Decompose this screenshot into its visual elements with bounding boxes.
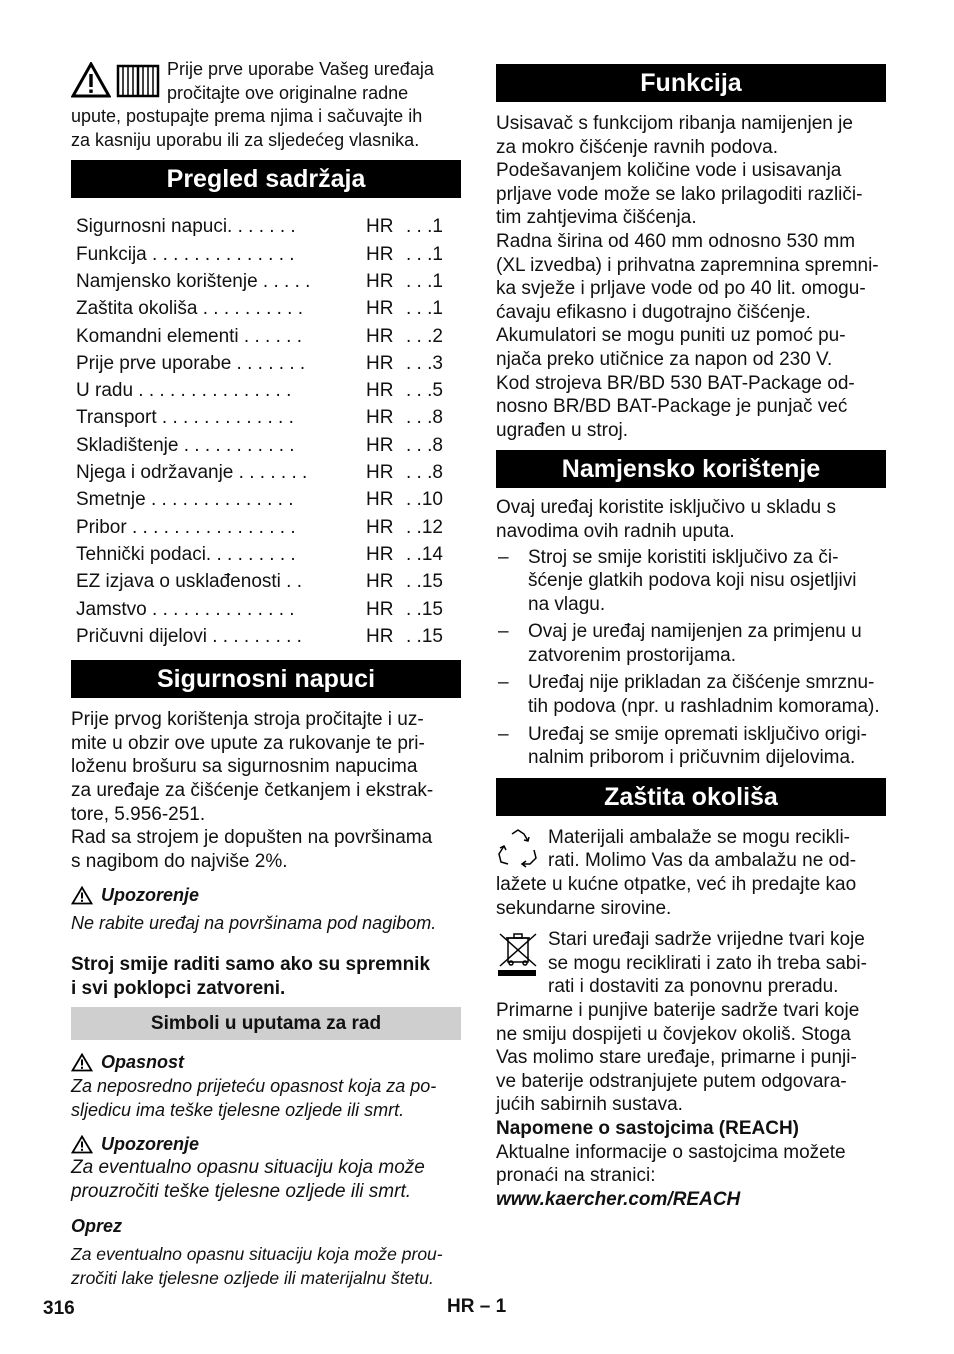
- intended-use-item-line: zatvorenim prostorijama.: [528, 644, 737, 666]
- toc-title: Funkcija . . . . . . . . . . . . . .: [76, 243, 295, 265]
- toc-lang: HR: [366, 380, 394, 402]
- intended-use-item-line: – Stroj se smije koristiti isključivo za či-: [528, 546, 839, 568]
- intro-line: za kasniju uporabu ili za sljedećeg vlasnika.: [71, 129, 420, 150]
- recycle-line: lažete u kućne otpatke, već ih predajte kao: [496, 874, 857, 896]
- intended-use-item: [496, 671, 886, 718]
- toc-row[interactable]: [71, 459, 461, 486]
- toc-title: Pričuvni dijelovi . . . . . . . . .: [76, 625, 302, 647]
- warning-triangle-icon: [71, 1135, 93, 1154]
- function-line: ugrađen u stroj.: [496, 419, 629, 441]
- function-line: njača preko utičnice za napon od 230 V.: [496, 348, 833, 370]
- toc-title: Komandni elementi . . . . . .: [76, 325, 302, 347]
- toc-row[interactable]: [71, 213, 461, 240]
- toc-row[interactable]: [71, 568, 461, 595]
- toc-page: . . .1: [406, 270, 443, 292]
- toc-page: . .10: [406, 489, 443, 511]
- toc-lang: HR: [366, 243, 394, 265]
- function-line: za mokro čišćenje ravnih podova.: [496, 136, 778, 158]
- intended-use-list: [496, 546, 886, 770]
- warning-text: Ne rabite uređaj na površinama pod nagibom.: [71, 913, 437, 934]
- toc-title: Skladištenje . . . . . . . . . . .: [76, 434, 295, 456]
- toc-row[interactable]: [71, 377, 461, 404]
- intended-use-item-line: tih podova (npr. u rashladnim komorama).: [528, 696, 880, 718]
- left-column: [71, 58, 461, 1290]
- right-column: [496, 64, 886, 1211]
- toc-title: Jamstvo . . . . . . . . . . . . . .: [76, 598, 295, 620]
- bold-line: Stroj smije raditi samo ako su spremnik: [71, 954, 431, 976]
- toc-row[interactable]: [71, 486, 461, 513]
- toc-row[interactable]: [71, 541, 461, 568]
- function-line: Akumulatori se mogu puniti uz pomoć pu-: [496, 325, 846, 347]
- toc-title: Transport . . . . . . . . . . . . .: [76, 407, 294, 429]
- weee-line: Vas molimo stare uređaje, primarne i punji-: [496, 1047, 857, 1069]
- weee-line: Stari uređaji sadrže vrijedne tvari koje: [548, 929, 865, 951]
- toc-heading: Pregled sadržaja: [71, 160, 461, 198]
- weee-line: ve baterije odstranjujete putem odgovara-: [496, 1070, 847, 1092]
- safety-warning-head: [71, 883, 461, 907]
- intended-line: navodima ovih radnih uputa.: [496, 520, 735, 542]
- intro-icons: [71, 62, 160, 98]
- function-line: (XL izvedba) i prihvatna zapremnina spremni-: [496, 254, 879, 276]
- bold-line: i svi poklopci zatvoreni.: [71, 977, 286, 999]
- caution-label: Oprez: [71, 1216, 123, 1237]
- function-heading: Funkcija: [496, 64, 886, 102]
- weee-line: jućih sabirnih sustava.: [496, 1094, 683, 1116]
- toc-row[interactable]: [71, 295, 461, 322]
- intro-line: upute, postupajte prema njima i sačuvajte ih: [71, 106, 423, 127]
- toc-row[interactable]: [71, 432, 461, 459]
- warning-triangle-icon: [71, 886, 93, 905]
- safety-body: [71, 708, 461, 873]
- intended-use-body: [496, 496, 886, 770]
- intended-use-heading: Namjensko korištenje: [496, 450, 886, 488]
- intro-line: pročitajte ove originalne radne: [167, 82, 409, 103]
- toc-row[interactable]: [71, 323, 461, 350]
- function-line: prljave vode može se lako prilagoditi različi-: [496, 183, 863, 205]
- danger-head: [71, 1050, 461, 1074]
- warning-head: [71, 1132, 461, 1156]
- caution-line: zročiti lake tjelesne ozljede ili materijalnu štetu.: [71, 1268, 434, 1289]
- safety-heading: Sigurnosni napuci: [71, 660, 461, 698]
- toc-page: . . .8: [406, 407, 443, 429]
- toc-title: Pribor . . . . . . . . . . . . . . . .: [76, 516, 296, 538]
- toc-lang: HR: [366, 216, 394, 238]
- function-line: Radna širina od 460 mm odnosno 530 mm: [496, 230, 856, 252]
- toc-list: [71, 213, 461, 650]
- toc-page: . . .1: [406, 216, 443, 238]
- safety-line: s nagibom do najviše 2%.: [71, 850, 288, 872]
- toc-row[interactable]: [71, 350, 461, 377]
- weee-line: se mogu reciklirati i zato ih treba sabi-: [548, 952, 867, 974]
- intended-use-item-line: šćenje glatkih podova koji nisu osjetljivi: [528, 570, 857, 592]
- function-line: Usisavač s funkcijom ribanja namijenjen je: [496, 113, 853, 134]
- toc-lang: HR: [366, 352, 394, 374]
- recycle-line: Materijali ambalaže se mogu recikli-: [548, 826, 850, 848]
- warning-triangle-icon: [71, 1053, 93, 1072]
- weee-line: rati i dostaviti za ponovnu preradu.: [548, 976, 839, 998]
- warning-label: Upozorenje: [101, 885, 200, 906]
- toc-row[interactable]: [71, 268, 461, 295]
- safety-line: loženu brošuru sa sigurnosnim napucima: [71, 756, 418, 778]
- toc-page: . .15: [406, 625, 443, 647]
- weee-line: Primarne i punjive baterije sadrže tvari koje: [496, 1000, 860, 1021]
- warning-line: Za eventualno opasnu situaciju koja može: [71, 1157, 425, 1179]
- toc-row[interactable]: [71, 514, 461, 541]
- reach-link[interactable]: www.kaercher.com/REACH: [496, 1188, 741, 1210]
- symbols-heading: Simboli u uputama za rad: [71, 1007, 461, 1040]
- recycling-note: [496, 826, 886, 920]
- toc-page: . . .1: [406, 243, 443, 265]
- toc-title: Prije prve uporabe . . . . . . .: [76, 352, 306, 374]
- intended-use-item-line: nalnim priborom i pričuvnim dijelovima.: [528, 747, 856, 769]
- safety-line: Prije prvog korištenja stroja pročitajte i uz-: [71, 709, 424, 731]
- reach-heading: Napomene o sastojcima (REACH): [496, 1117, 800, 1139]
- toc-title: U radu . . . . . . . . . . . . . . .: [76, 380, 292, 402]
- intended-use-item: [496, 723, 886, 770]
- intended-use-item-line: – Uređaj nije prikladan za čišćenje smrznu-: [528, 672, 875, 694]
- intended-use-item: [496, 620, 886, 667]
- function-line: nosno BR/BD BAT-Package je punjač već: [496, 396, 848, 418]
- toc-page: . .15: [406, 571, 443, 593]
- caution-line: Za eventualno opasnu situaciju koja može prou-: [71, 1244, 443, 1265]
- toc-title: Njega i održavanje . . . . . . .: [76, 462, 308, 484]
- safety-bold-note: [71, 953, 461, 1000]
- intended-use-item: [496, 546, 886, 617]
- reach-line: Aktualne informacije o sastojcima možete: [496, 1141, 846, 1163]
- toc-row[interactable]: [71, 241, 461, 268]
- crossed-bin-icon: [496, 930, 540, 976]
- function-line: tim zahtjevima čišćenja.: [496, 207, 697, 229]
- weee-note: [496, 928, 886, 1117]
- warning-triangle-icon: [71, 62, 111, 98]
- function-line: Kod strojeva BR/BD 530 BAT-Package od-: [496, 372, 855, 394]
- toc-row[interactable]: [71, 623, 461, 650]
- safety-line: Rad sa strojem je dopušten na površinama: [71, 827, 433, 849]
- toc-lang: HR: [366, 543, 394, 565]
- danger-line: Za neposredno prijeteću opasnost koja za po-: [71, 1076, 437, 1097]
- toc-title: Sigurnosni napuci. . . . . . .: [76, 216, 296, 238]
- environment-body: [496, 826, 886, 1212]
- toc-lang: HR: [366, 625, 394, 647]
- section-marker: HR – 1: [447, 1296, 507, 1317]
- toc-page: . .14: [406, 543, 443, 565]
- page-number: 316: [43, 1298, 75, 1319]
- toc-title: EZ izjava o usklađenosti . .: [76, 571, 302, 593]
- caution-head: [71, 1214, 461, 1238]
- warning-line: prouzročiti teške tjelesne ozljede ili smrt.: [71, 1181, 412, 1203]
- function-body: [496, 112, 886, 442]
- toc-row[interactable]: [71, 596, 461, 623]
- toc-lang: HR: [366, 571, 394, 593]
- weee-rest: [496, 999, 886, 1117]
- function-line: ćavaju efikasno i dugotrajno čišćenje.: [496, 301, 811, 323]
- danger-label: Opasnost: [101, 1052, 185, 1073]
- recycle-icon: [496, 828, 540, 868]
- toc-lang: HR: [366, 298, 394, 320]
- environment-heading: Zaštita okoliša: [496, 778, 886, 816]
- toc-lang: HR: [366, 489, 394, 511]
- toc-lang: HR: [366, 325, 394, 347]
- function-line: Podešavanjem količine vode i usisavanja: [496, 160, 842, 182]
- toc-row[interactable]: [71, 404, 461, 431]
- reach-line: pronaći na stranici:: [496, 1165, 656, 1187]
- toc-lang: HR: [366, 516, 394, 538]
- intended-line: Ovaj uređaj koristite isključivo u skladu s: [496, 497, 837, 519]
- toc-lang: HR: [366, 462, 394, 484]
- safety-line: mite u obzir ove upute za rukovanje te pri-: [71, 732, 425, 754]
- toc-lang: HR: [366, 407, 394, 429]
- safety-line: za uređaje za čišćenje četkanjem i ekstrak-: [71, 779, 434, 801]
- toc-page: . .12: [406, 516, 443, 538]
- toc-title: Tehnički podaci. . . . . . . . .: [76, 543, 296, 565]
- intended-use-item-line: – Ovaj je uređaj namijenjen za primjenu u: [528, 621, 862, 643]
- intro-line: Prije prve uporabe Vašeg uređaja: [167, 59, 434, 79]
- toc-lang: HR: [366, 270, 394, 292]
- recycle-line: rati. Molimo Vas da ambalažu ne od-: [548, 850, 857, 872]
- toc-page: . . .1: [406, 298, 443, 320]
- warning-label: Upozorenje: [101, 1134, 200, 1155]
- intended-use-item-line: na vlagu.: [528, 593, 606, 615]
- toc-lang: HR: [366, 434, 394, 456]
- toc-page: . .15: [406, 598, 443, 620]
- toc-title: Smetnje . . . . . . . . . . . . . .: [76, 489, 294, 511]
- danger-line: sljedicu ima teške tjelesne ozljede ili smrt.: [71, 1100, 405, 1121]
- manual-book-icon: [116, 62, 160, 98]
- function-line: ka svježe i prljave vode od po 40 lit. omogu-: [496, 278, 866, 300]
- toc-page: . . .8: [406, 462, 443, 484]
- toc-title: Zaštita okoliša . . . . . . . . . .: [76, 298, 304, 320]
- intro-notice: [71, 58, 461, 152]
- toc-page: . . .2: [406, 325, 443, 347]
- recycle-line: sekundarne sirovine.: [496, 897, 672, 919]
- toc-page: . . .5: [406, 380, 443, 402]
- toc-page: . . .8: [406, 434, 443, 456]
- intended-use-item-line: – Uređaj se smije opremati isključivo origi-: [528, 723, 867, 745]
- toc-lang: HR: [366, 598, 394, 620]
- toc-title: Namjensko korištenje . . . . .: [76, 270, 311, 292]
- toc-page: . . .3: [406, 352, 443, 374]
- weee-line: ne smiju dospijeti u čovjekov okoliš. Stoga: [496, 1023, 851, 1045]
- safety-line: tore, 5.956-251.: [71, 803, 206, 825]
